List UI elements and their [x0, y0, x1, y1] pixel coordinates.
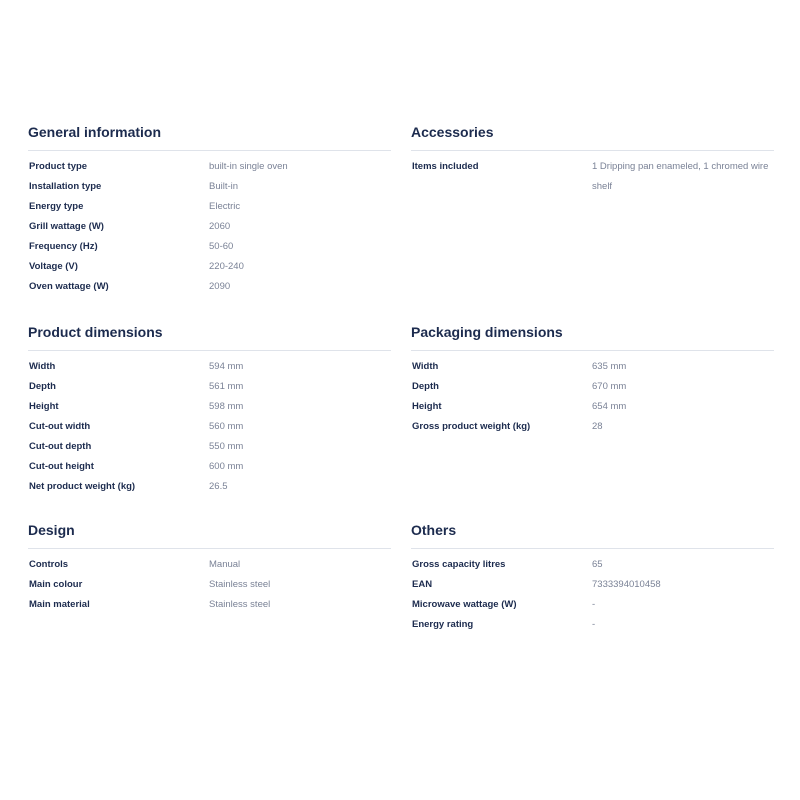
spec-row	[28, 477, 391, 497]
section-title: Accessories	[411, 124, 774, 151]
spec-label: Height	[29, 401, 59, 412]
spec-value: 550 mm	[209, 441, 244, 452]
spec-value: 28	[592, 421, 603, 432]
spec-label: Installation type	[29, 181, 102, 192]
spec-row	[28, 177, 391, 197]
spec-label: Controls	[29, 559, 69, 570]
spec-value: 670 mm	[592, 381, 627, 392]
spec-list	[411, 151, 774, 197]
spec-value: Stainless steel	[209, 599, 271, 610]
spec-value: 220-240	[209, 261, 244, 272]
spec-label: Cut-out depth	[29, 441, 92, 452]
spec-value: 598 mm	[209, 401, 244, 412]
spec-row	[28, 197, 391, 217]
spec-label: Main colour	[29, 579, 83, 590]
spec-row	[411, 615, 774, 635]
spec-label: Main material	[29, 599, 90, 610]
spec-row	[28, 157, 391, 177]
spec-label: Width	[29, 361, 56, 372]
spec-label: Depth	[412, 381, 439, 392]
spec-value: 2090	[209, 281, 231, 292]
spec-row	[411, 555, 774, 575]
spec-list	[411, 549, 774, 635]
spec-label: Energy type	[29, 201, 84, 212]
spec-value: 560 mm	[209, 421, 244, 432]
spec-label: Microwave wattage (W)	[412, 599, 517, 610]
spec-row	[28, 457, 391, 477]
spec-grid	[28, 124, 774, 635]
spec-label: Gross product weight (kg)	[412, 421, 531, 432]
spec-row	[411, 397, 774, 417]
spec-label: Product type	[29, 161, 88, 172]
section-title: Packaging dimensions	[411, 324, 774, 351]
spec-label: Gross capacity litres	[412, 559, 506, 570]
spec-list	[411, 351, 774, 437]
spec-value: 26.5	[209, 481, 228, 492]
spec-row	[28, 417, 391, 437]
spec-row	[411, 157, 774, 197]
spec-label: EAN	[412, 579, 433, 590]
spec-value: 1 Dripping pan enameled, 1 chromed wire shelf	[592, 161, 769, 192]
spec-label: Energy rating	[412, 619, 474, 630]
spec-value: Built-in	[209, 181, 239, 192]
spec-row	[28, 257, 391, 277]
spec-value: Stainless steel	[209, 579, 271, 590]
spec-row	[411, 575, 774, 595]
section-title: Design	[28, 522, 391, 549]
spec-label: Oven wattage (W)	[29, 281, 109, 292]
spec-list	[28, 549, 391, 615]
spec-label: Depth	[29, 381, 56, 392]
spec-row	[28, 555, 391, 575]
section-title: Product dimensions	[28, 324, 391, 351]
spec-list	[28, 151, 391, 297]
spec-row	[411, 417, 774, 437]
spec-row	[411, 377, 774, 397]
spec-value: -	[592, 599, 596, 610]
spec-row	[28, 575, 391, 595]
spec-label: Items included	[412, 161, 479, 172]
spec-value: 65	[592, 559, 603, 570]
spec-row-3	[28, 522, 774, 635]
section-packaging-dimensions	[411, 324, 774, 522]
spec-value: built-in single oven	[209, 161, 288, 172]
spec-value: 654 mm	[592, 401, 627, 412]
section-design	[28, 522, 391, 635]
section-product-dimensions	[28, 324, 391, 522]
spec-value: 594 mm	[209, 361, 244, 372]
spec-row	[28, 397, 391, 417]
spec-value: 50-60	[209, 241, 234, 252]
spec-value: -	[592, 619, 596, 630]
spec-label: Net product weight (kg)	[29, 481, 136, 492]
spec-row-2	[28, 324, 774, 522]
spec-row	[28, 217, 391, 237]
spec-value: Manual	[209, 559, 241, 570]
spec-label: Cut-out width	[29, 421, 91, 432]
spec-label: Height	[412, 401, 442, 412]
spec-label: Cut-out height	[29, 461, 94, 472]
spec-row	[411, 357, 774, 377]
spec-value: 635 mm	[592, 361, 627, 372]
section-accessories	[411, 124, 774, 324]
spec-label: Width	[412, 361, 439, 372]
spec-row	[28, 377, 391, 397]
spec-label: Voltage (V)	[29, 261, 78, 272]
spec-row	[28, 437, 391, 457]
spec-row	[411, 595, 774, 615]
spec-value: Electric	[209, 201, 241, 212]
spec-value: 7333394010458	[592, 579, 661, 590]
spec-value: 561 mm	[209, 381, 244, 392]
spec-label: Grill wattage (W)	[29, 221, 104, 232]
spec-row-1	[28, 124, 774, 324]
spec-list	[28, 351, 391, 497]
spec-row	[28, 357, 391, 377]
section-general-information	[28, 124, 391, 324]
spec-row	[28, 277, 391, 297]
spec-value: 2060	[209, 221, 231, 232]
spec-row	[28, 237, 391, 257]
spec-row	[28, 595, 391, 615]
spec-label: Frequency (Hz)	[29, 241, 98, 252]
section-title: Others	[411, 522, 774, 549]
section-title: General information	[28, 124, 391, 151]
spec-value: 600 mm	[209, 461, 244, 472]
section-others	[411, 522, 774, 635]
